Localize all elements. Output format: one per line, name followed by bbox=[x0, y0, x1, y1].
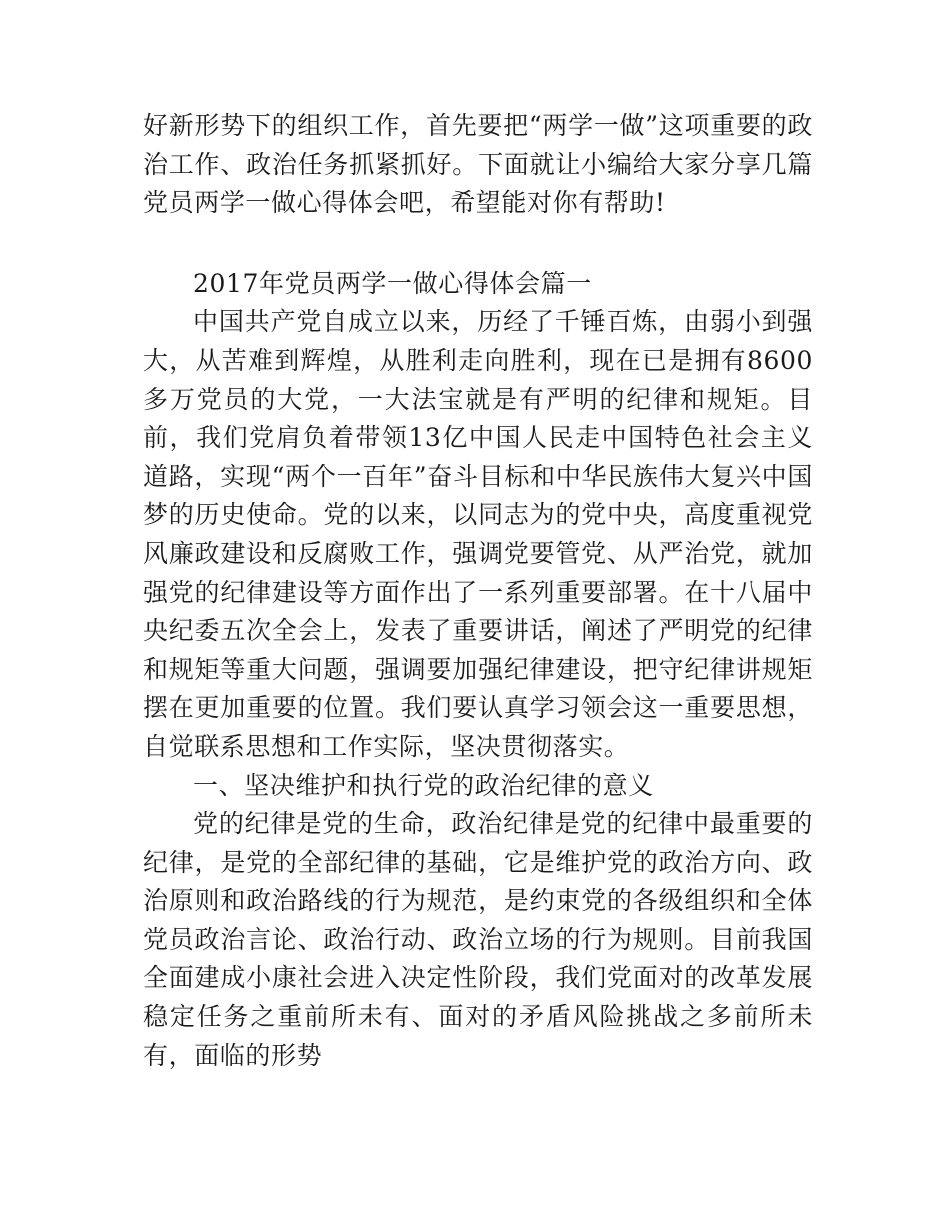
intro-paragraph: 好新形势下的组织工作，首先要把“两学一做”这项重要的政治工作、政治任务抓紧抓好。下面就让小编给大家分享几篇党员两学一做心得体会吧，希望能对你有帮助! bbox=[143, 111, 813, 218]
article-heading: 2017年党员两学一做心得体会篇一 bbox=[193, 268, 592, 298]
document-body bbox=[143, 107, 813, 1075]
body-paragraph-1: 中国共产党自成立以来，历经了千锤百炼，由弱小到强大，从苦难到辉煌，从胜利走向胜利，现在已是拥有8600多万党员的大党，一大法宝就是有严明的纪律和规矩。目前，我们党肩负着带领13亿中国人民走中国特色社会主义道路，实现“两个一百年”奋斗目标和中华民族伟大复兴中国梦的历史使命。党的以来，以同志为的党中央，高度重视党风廉政建设和反腐败工作，强调党要管党、从严治党，就加强党的纪律建设等方面作出了一系列重要部署。在十八届中央纪委五次全会上，发表了重要讲话，阐述了严明党的纪律和规矩等重大问题，强调要加强纪律建设，把守纪律讲规矩摆在更加重要的位置。我们要认真学习领会这一重要思想，自觉联系思想和工作实际，坚决贯彻落实。 bbox=[143, 307, 813, 761]
body-paragraph-2: 党的纪律是党的生命，政治纪律是党的纪律中最重要的纪律，是党的全部纪律的基础，它是维护党的政治方向、政治原则和政治路线的行为规范，是约束党的各级组织和全体党员政治言论、政治行动、政治立场的行为规则。目前我国全面建成小康社会进入决定性阶段，我们党面对的改革发展稳定任务之重前所未有、面对的矛盾风险挑战之多前所未有，面临的形势 bbox=[143, 809, 813, 1070]
section-title-1: 一、坚决维护和执行党的政治纪律的意义 bbox=[193, 770, 654, 800]
